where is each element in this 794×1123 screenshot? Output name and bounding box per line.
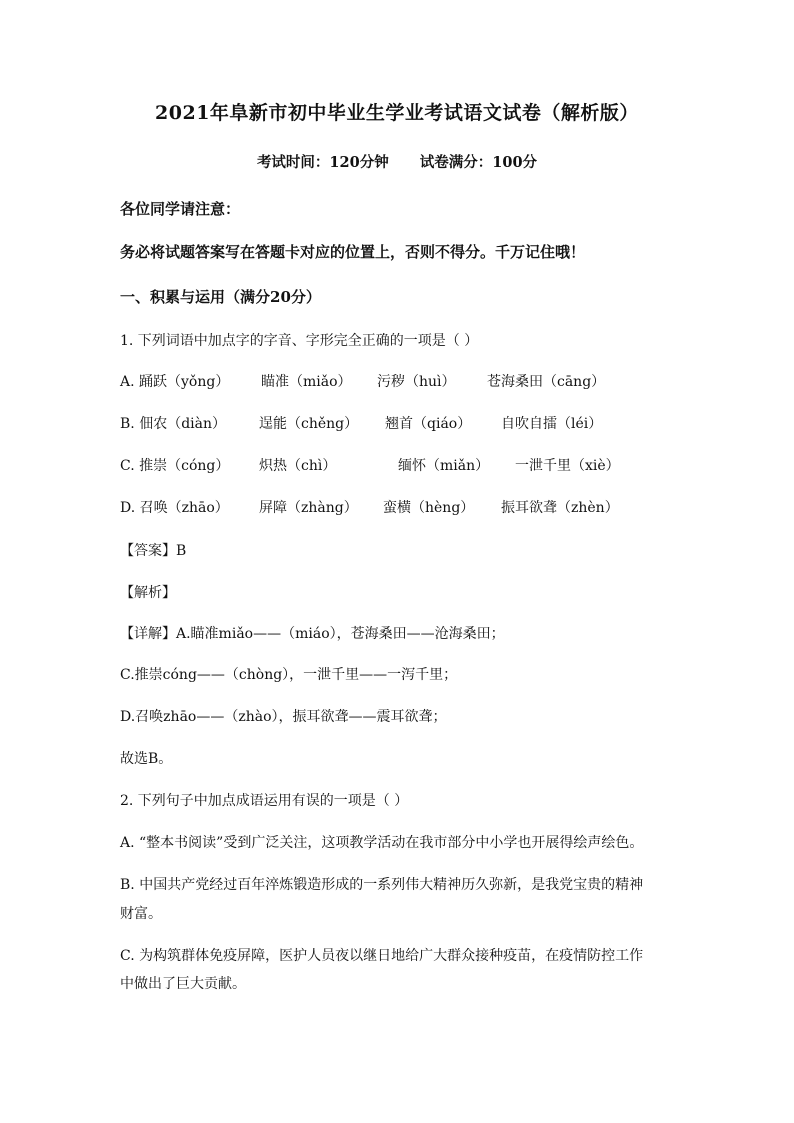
option-term: 瞄准（miǎo） (261, 374, 352, 390)
question-2-option-c-cont: 中做出了巨大贡献。 (120, 976, 246, 992)
question-2-stem: 2. 下列句子中加点成语运用有误的一项是（ ） (120, 793, 409, 809)
option-term: D. 召唤（zhāo） (120, 500, 229, 516)
option-term: 屏障（zhàng） (259, 500, 358, 516)
option-term: 苍海桑田（cāng） (487, 374, 606, 390)
analysis-detail: 【详解】A.瞄准miǎo——（miáo），苍海桑田——沧海桑田； (120, 626, 505, 642)
option-term: A. 踊跃（yǒng） (120, 374, 230, 390)
exam-info (0, 151, 794, 172)
analysis-label: 【解析】 (120, 585, 176, 601)
answer: 【答案】B (120, 543, 187, 559)
option-term: 自吹自擂（léi） (501, 416, 603, 432)
analysis-detail-d: D.召唤zhāo——（zhào），振耳欲聋——震耳欲聋； (120, 709, 447, 725)
question-1-option-d (120, 497, 619, 517)
section-heading: 一、积累与运用（满分20分） (120, 288, 321, 306)
notice-heading: 各位同学请注意： (120, 200, 241, 218)
question-2-option-b-cont: 财富。 (120, 906, 162, 922)
notice-text: 务必将试题答案写在答题卡对应的位置上，否则不得分。千万记住哦！ (120, 243, 586, 261)
question-1-stem: 1. 下列词语中加点字的字音、字形完全正确的一项是（ ） (120, 333, 479, 349)
question-1-option-a (120, 371, 605, 391)
option-term: 炽热（chì） (259, 458, 337, 474)
option-term: 逞能（chěng） (259, 416, 359, 432)
exam-time: 考试时间：120分钟 (256, 154, 389, 171)
option-term: 翘首（qiáo） (385, 416, 472, 432)
question-1-option-b (120, 413, 602, 433)
option-term: 缅怀（miǎn） (398, 458, 490, 474)
option-term: 一泄千里（xiè） (515, 458, 620, 474)
option-term: 振耳欲聋（zhèn） (501, 500, 619, 516)
question-2-option-b: B. 中国共产党经过百年淬炼锻造形成的一系列伟大精神历久弥新，是我党宝贵的精神 (120, 877, 644, 893)
full-score: 试卷满分：100分 (419, 154, 538, 171)
option-term: B. 佃农（diàn） (120, 416, 226, 432)
question-2-option-a: A. “整本书阅读”受到广泛关注，这项教学活动在我市部分中小学也开展得绘声绘色。 (120, 835, 644, 851)
option-term: C. 推崇（cóng） (120, 458, 230, 474)
question-2-option-c: C. 为构筑群体免疫屏障，医护人员夜以继日地给广大群众接种疫苗，在疫情防控工作 (120, 948, 644, 964)
document-title: 2021年阜新市初中毕业生学业考试语文试卷（解析版） (155, 102, 639, 124)
option-term: 污秽（huì） (377, 374, 456, 390)
analysis-detail-c: C.推崇cóng——（chòng），一泄千里——一泻千里； (120, 667, 458, 683)
analysis-conclusion: 故选B。 (120, 751, 173, 767)
option-term: 蛮横（hèng） (383, 500, 475, 516)
question-1-option-c (120, 455, 620, 475)
